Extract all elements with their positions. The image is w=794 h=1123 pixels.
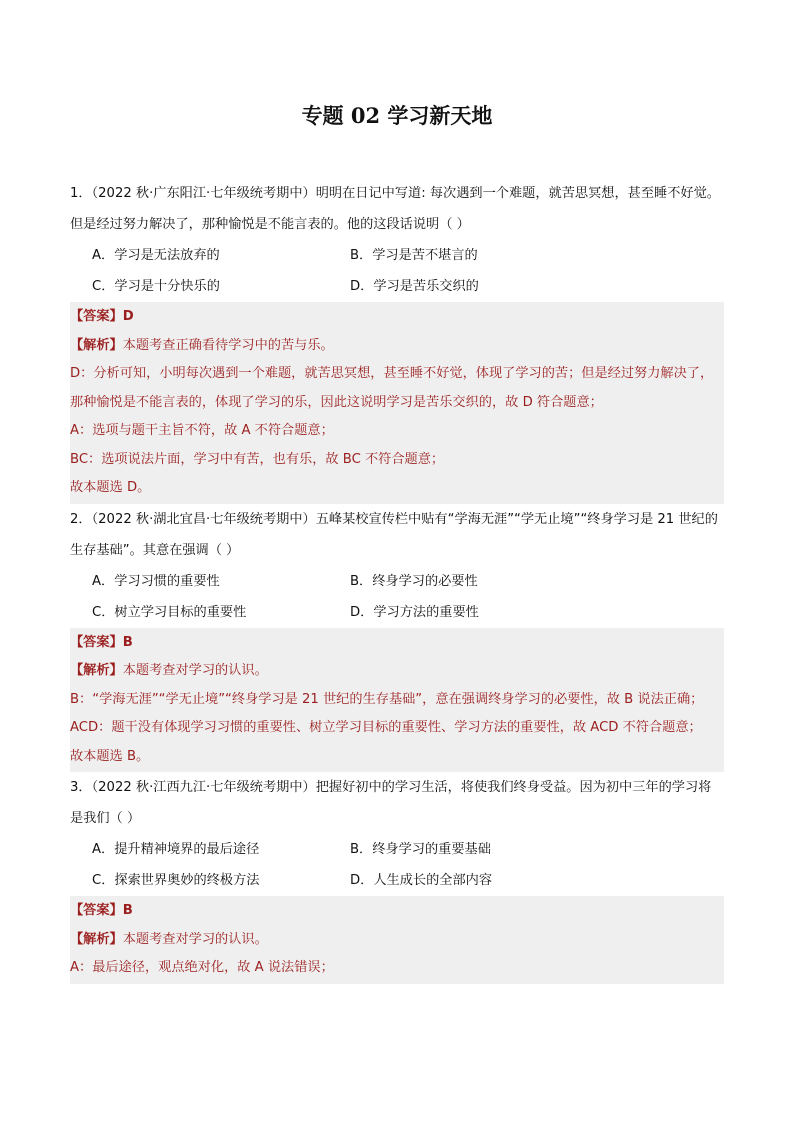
question-stem: 1．（2022 秋·广东阳江·七年级统考期中）明明在日记中写道: 每次遇到一个难题，就苦思冥想，甚至睡不好觉。但是经过努力解决了，那种愉悦是不能言表的。他的这段话说明（ ）: [70, 186, 720, 232]
option-d: D．学习是苦乐交织的: [350, 279, 479, 294]
answer-line: [70, 629, 724, 658]
analysis-tag: 【解析】: [70, 663, 123, 678]
answer-tag: 【答案】: [70, 309, 123, 324]
question-1: [70, 178, 724, 504]
options: [70, 240, 724, 302]
analysis-line: D：分析可知，小明每次遇到一个难题，就苦思冥想，甚至睡不好觉，体现了学习的苦；但是经过努力解决了，那种愉悦是不能言表的，体现了学习的乐，因此这说明学习是苦乐交织的，故 D 符合题意；: [70, 366, 714, 410]
answer-block: [70, 302, 724, 504]
analysis-line: [70, 657, 724, 686]
analysis-line: A：最后途径，观点绝对化，故 A 说法错误；: [70, 960, 334, 975]
option-d: D．人生成长的全部内容: [350, 873, 493, 888]
analysis-text: 本题考查正确看待学习中的苦与乐。: [122, 337, 334, 353]
options: [70, 834, 724, 896]
page-title: 专题 02 学习新天地: [301, 103, 493, 128]
answer-value: B: [122, 903, 133, 918]
option-b: B．终身学习的重要基础: [350, 842, 491, 857]
answer-line: [70, 897, 724, 926]
analysis-line: BC：选项说法片面，学习中有苦，也有乐，故 BC 不符合题意；: [70, 451, 445, 467]
question-stem: 2．（2022 秋·湖北宜昌·七年级统考期中）五峰某校宣传栏中贴有“学海无涯”“学无止境”“终身学习是 21 世纪的生存基础”。其意在强调（ ）: [70, 511, 718, 558]
option-a: A．学习习惯的重要性: [92, 573, 220, 589]
analysis-tag: 【解析】: [70, 931, 123, 947]
option-a: A．提升精神境界的最后途径: [92, 842, 260, 857]
answer-line: [70, 303, 724, 332]
option-b: B．学习是苦不堪言的: [350, 248, 478, 263]
answer-block: [70, 628, 724, 773]
analysis-text: 本题考查对学习的认识。: [122, 931, 268, 947]
option-c: C．探索世界奥妙的终极方法: [92, 873, 260, 888]
analysis-line: B：“学海无涯”“学无止境”“终身学习是 21 世纪的生存基础”，意在强调终身学习的必要性，故 B 说法正确；: [70, 691, 704, 707]
answer-tag: 【答案】: [70, 903, 123, 918]
option-c: C．学习是十分快乐的: [92, 279, 220, 294]
analysis-line: 故本题选 D。: [70, 480, 151, 495]
analysis-text: 本题考查对学习的认识。: [122, 663, 268, 678]
question-3: [70, 772, 724, 984]
option-b: B．终身学习的必要性: [350, 573, 478, 589]
option-d: D．学习方法的重要性: [350, 604, 479, 620]
analysis-line: [70, 926, 724, 955]
question-2: [70, 504, 724, 773]
answer-value: D: [122, 309, 134, 324]
analysis-line: A：选项与题干主旨不符，故 A 不符合题意；: [70, 423, 334, 438]
answer-tag: 【答案】: [70, 634, 123, 650]
option-c: C．树立学习目标的重要性: [92, 604, 247, 620]
analysis-line: [70, 332, 724, 361]
answer-value: B: [122, 634, 133, 650]
analysis-tag: 【解析】: [70, 337, 123, 353]
question-list: [70, 178, 724, 984]
analysis-line: 故本题选 B。: [70, 748, 150, 764]
options: [70, 566, 724, 628]
question-stem: 3．（2022 秋·江西九江·七年级统考期中）把握好初中的学习生活，将使我们终身受益。因为初中三年的学习将是我们（ ）: [70, 780, 712, 826]
option-a: A．学习是无法放弃的: [92, 248, 220, 263]
answer-block: [70, 896, 724, 984]
analysis-line: ACD：题干没有体现学习习惯的重要性、树立学习目标的重要性、学习方法的重要性，故 ACD 不符合题意；: [70, 720, 702, 735]
